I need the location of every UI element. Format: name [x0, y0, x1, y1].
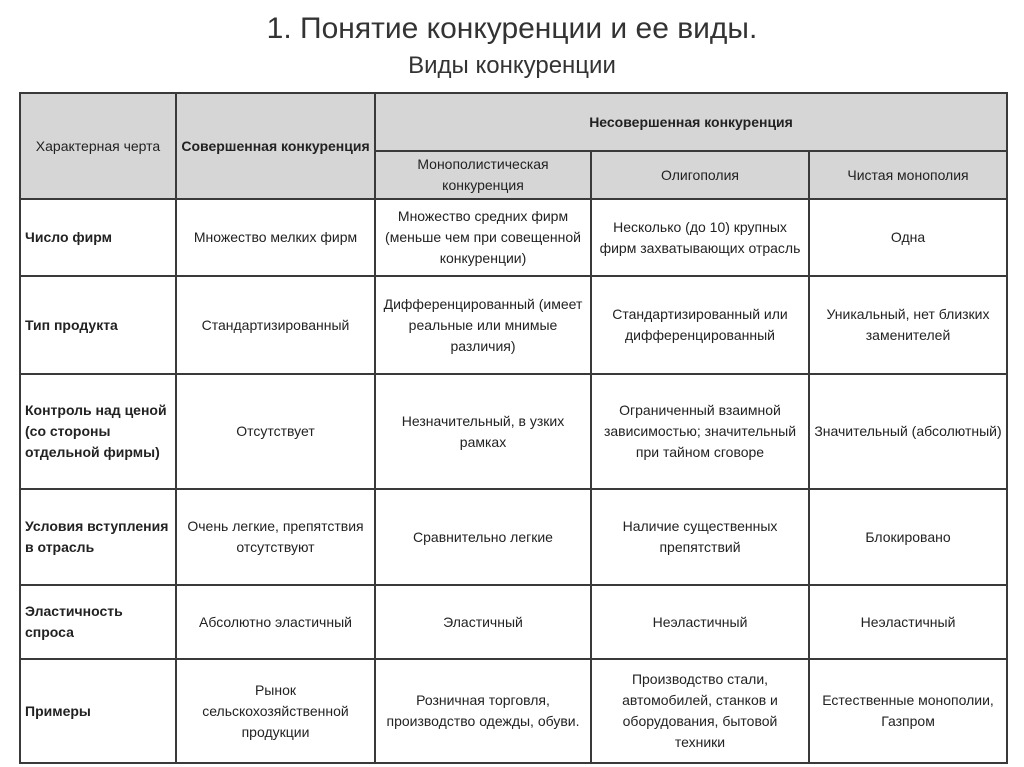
header-imperfect-competition: Несовершенная конкуренция — [375, 93, 1007, 151]
table-row — [20, 199, 1007, 276]
page-title: 1. Понятие конкуренции и ее виды. — [266, 12, 758, 45]
table-cell: Ограниченный взаимной зависимостью; значительный при тайном сговоре — [591, 374, 809, 489]
header-pure-monopoly: Чистая монополия — [809, 151, 1007, 199]
header-monopolistic: Монополистическая конкуренция — [375, 151, 591, 199]
page-subtitle: Виды конкуренции — [408, 52, 616, 79]
table-row — [20, 489, 1007, 585]
row-label: Контроль над ценой (со стороны отдельной фирмы) — [20, 374, 176, 489]
table-cell: Множество мелких фирм — [176, 199, 375, 276]
row-label: Тип продукта — [20, 276, 176, 374]
table-cell: Несколько (до 10) крупных фирм захватывающих отрасль — [591, 199, 809, 276]
header-characteristic: Характерная черта — [20, 93, 176, 199]
table-cell: Наличие существенных препятствий — [591, 489, 809, 585]
table-row — [20, 374, 1007, 489]
table-cell: Стандартизированный или дифференцированный — [591, 276, 809, 374]
table-cell: Отсутствует — [176, 374, 375, 489]
row-label: Эластичность спроса — [20, 585, 176, 659]
row-label: Примеры — [20, 659, 176, 763]
table-cell: Одна — [809, 199, 1007, 276]
table-cell: Рынок сельскохозяйственной продукции — [176, 659, 375, 763]
table-cell: Производство стали, автомобилей, станков и оборудования, бытовой техники — [591, 659, 809, 763]
table-cell: Очень легкие, препятствия отсутствуют — [176, 489, 375, 585]
table-cell: Уникальный, нет близких заменителей — [809, 276, 1007, 374]
table-cell: Эластичный — [375, 585, 591, 659]
table-cell: Блокировано — [809, 489, 1007, 585]
table-cell: Неэластичный — [591, 585, 809, 659]
table-cell: Розничная торговля, производство одежды, обуви. — [375, 659, 591, 763]
header-perfect-competition: Совершенная конкуренция — [176, 93, 375, 199]
table-cell: Стандартизированный — [176, 276, 375, 374]
row-label: Условия вступления в отрасль — [20, 489, 176, 585]
table-cell: Множество средних фирм (меньше чем при совещенной конкуренции) — [375, 199, 591, 276]
table-cell: Значительный (абсолютный) — [809, 374, 1007, 489]
table-row — [20, 659, 1007, 763]
table-row — [20, 276, 1007, 374]
row-label: Число фирм — [20, 199, 176, 276]
table-cell: Естественные монополии, Газпром — [809, 659, 1007, 763]
header-oligopoly: Олигополия — [591, 151, 809, 199]
table-cell: Незначительный, в узких рамках — [375, 374, 591, 489]
header-row-1 — [20, 93, 1007, 151]
table-cell: Дифференцированный (имеет реальные или мнимые различия) — [375, 276, 591, 374]
table-cell: Сравнительно легкие — [375, 489, 591, 585]
table-cell: Абсолютно эластичный — [176, 585, 375, 659]
competition-table-wrapper — [19, 92, 1008, 764]
competition-types-table — [19, 92, 1008, 764]
table-cell: Неэластичный — [809, 585, 1007, 659]
table-row — [20, 585, 1007, 659]
